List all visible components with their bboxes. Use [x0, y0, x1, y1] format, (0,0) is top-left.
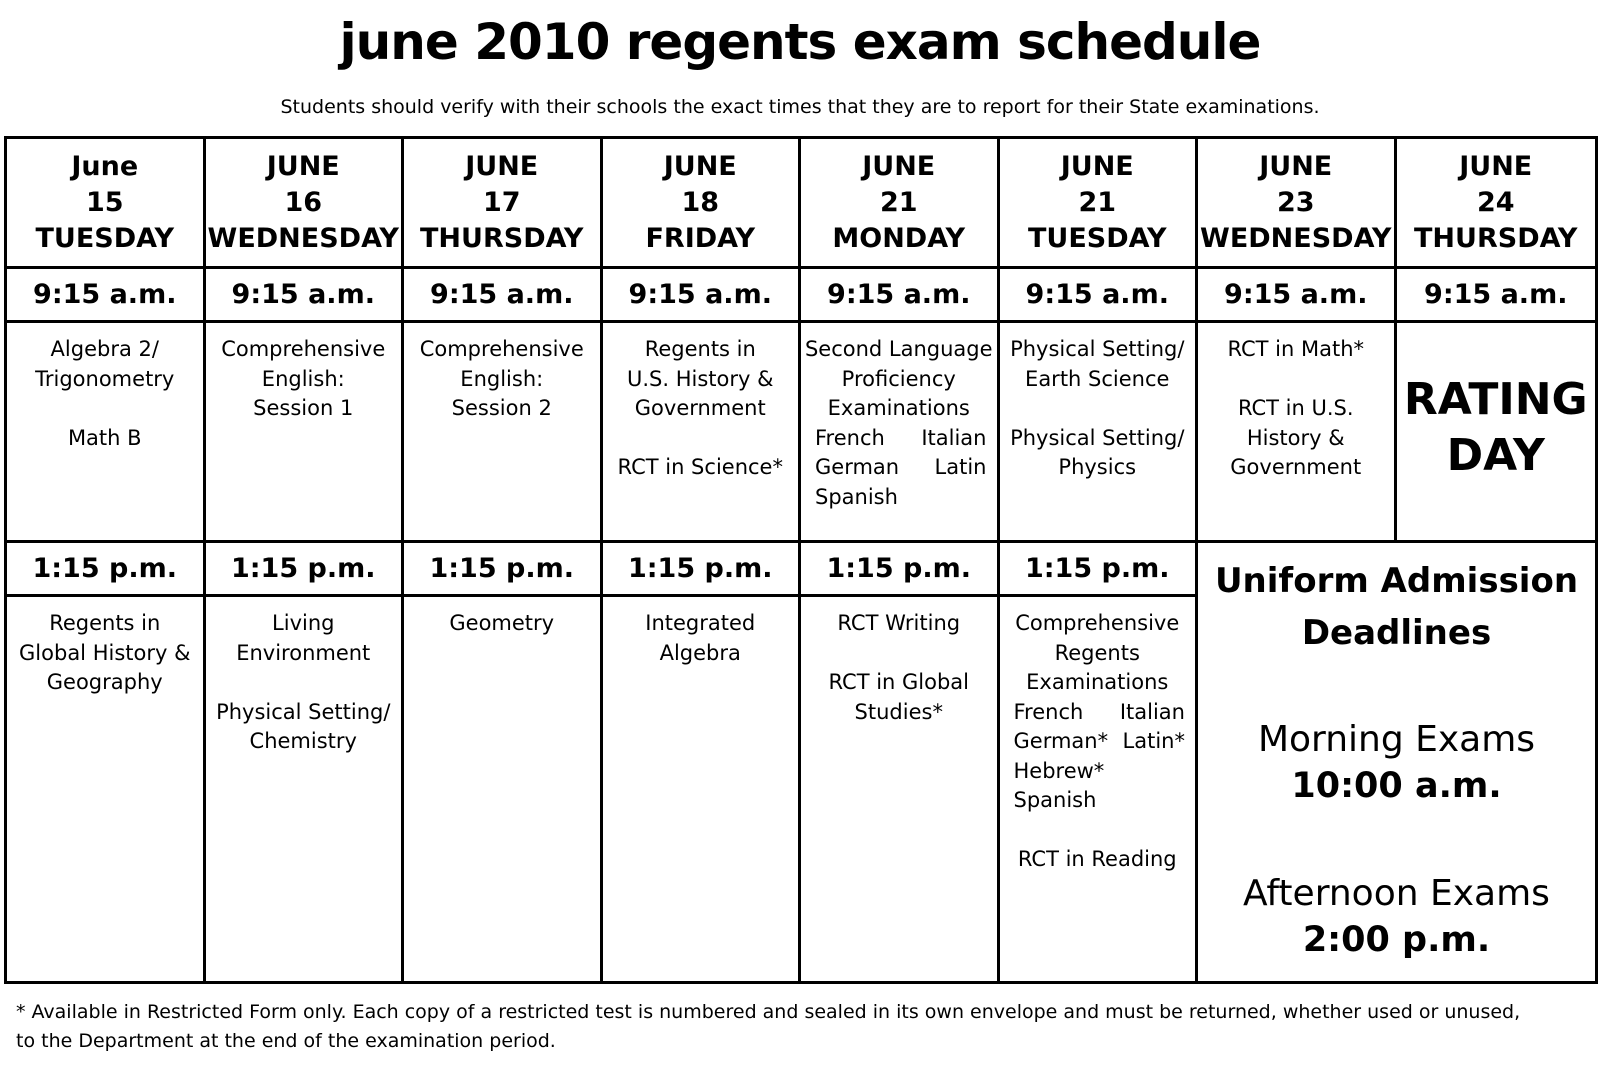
afternoon-exams — [206, 597, 405, 981]
exam-line: English: — [261, 366, 345, 391]
weekday: FRIDAY — [645, 222, 756, 254]
language-pair — [801, 483, 997, 513]
language-pair — [1000, 727, 1196, 757]
weekday: TUESDAY — [35, 222, 174, 254]
day-number: 18 — [681, 186, 720, 218]
afternoon-exams — [801, 597, 1000, 981]
month: JUNE — [862, 150, 936, 182]
morning-time: 9:15 a.m. — [7, 269, 206, 323]
language: French — [1013, 699, 1084, 724]
weekday: THURSDAY — [1414, 222, 1578, 254]
exam-line: Comprehensive — [419, 337, 584, 361]
day-number: 15 — [85, 186, 124, 218]
day-number: 21 — [879, 186, 918, 218]
exam-line: History & — [1246, 425, 1345, 450]
afternoon-time: 1:15 p.m. — [1000, 543, 1199, 597]
day-header — [206, 139, 405, 269]
weekday: WEDNESDAY — [1200, 222, 1392, 254]
exam-line — [206, 668, 402, 698]
morning-exams — [1000, 323, 1199, 543]
exam-line: Physical Setting/ — [216, 699, 391, 724]
exam-line: Regents in — [644, 337, 756, 361]
rating-day — [1397, 323, 1596, 543]
exam-line: U.S. History & — [627, 366, 774, 391]
morning-exams — [603, 323, 802, 543]
day-header — [404, 139, 603, 269]
exam-line: Chemistry — [249, 729, 357, 753]
exam-line: Geometry — [449, 611, 555, 635]
month: JUNE — [663, 150, 737, 182]
morning-exams — [206, 323, 405, 543]
month: June — [71, 150, 139, 182]
afternoon-time: 1:15 p.m. — [404, 543, 603, 597]
footnote-line: to the Department at the end of the examination period. — [16, 1030, 556, 1052]
exam-line: Physical Setting/ — [1010, 425, 1185, 450]
exam-line: Examinations — [1026, 670, 1169, 694]
exam-line: Integrated — [645, 611, 756, 635]
exam-line: Studies* — [854, 699, 943, 724]
deadlines-title: Uniform Admission — [1214, 561, 1579, 601]
language: Italian — [1119, 699, 1185, 724]
exam-line: RCT in Math* — [1227, 337, 1365, 361]
afternoon-exams — [603, 597, 802, 981]
language: Latin* — [1122, 729, 1185, 753]
afternoon-time: 1:15 p.m. — [206, 543, 405, 597]
day-header — [1198, 139, 1397, 269]
language-pair — [801, 424, 997, 454]
month: JUNE — [1459, 150, 1533, 182]
footnote-line: * Available in Restricted Form only. Each copy of a restricted test is numbered and sealed in its own envelope and must be returned, whether used or unused, — [16, 1001, 1521, 1023]
month: JUNE — [266, 150, 340, 182]
exam-line: RCT Writing — [837, 611, 961, 635]
exam-line: Algebra 2/ — [50, 337, 159, 361]
language: Latin — [934, 455, 987, 479]
exam-line: English: — [460, 366, 544, 391]
day-header — [1397, 139, 1596, 269]
page-title: june 2010 regents exam schedule — [339, 13, 1261, 71]
morning-time: 9:15 a.m. — [603, 269, 802, 323]
exam-line — [1198, 365, 1394, 395]
exam-line: Regents in — [49, 611, 161, 635]
uniform-admission-deadlines — [1198, 543, 1595, 981]
morning-time: 9:15 a.m. — [1397, 269, 1596, 323]
morning-exams — [404, 323, 603, 543]
day-number: 24 — [1476, 186, 1515, 218]
weekday: TUESDAY — [1027, 222, 1167, 254]
day-header — [801, 139, 1000, 269]
weekday: MONDAY — [832, 222, 966, 254]
rating-line: RATING — [1403, 373, 1588, 425]
language-pair — [801, 453, 997, 483]
morning-time: 9:15 a.m. — [1000, 269, 1199, 323]
morning-time: 9:15 a.m. — [801, 269, 1000, 323]
language: French — [815, 425, 885, 450]
exam-line: Algebra — [659, 640, 741, 665]
exam-line — [1000, 816, 1196, 846]
exam-line: Session 2 — [451, 396, 552, 420]
language: Italian — [921, 425, 987, 450]
morning-exams — [801, 323, 1000, 543]
exam-line — [1000, 394, 1196, 424]
exam-line: Trigonometry — [35, 366, 175, 391]
day-number: 21 — [1078, 186, 1117, 218]
exam-line: Earth Science — [1025, 366, 1170, 391]
afternoon-exams-label: Afternoon Exams — [1243, 873, 1550, 914]
exam-line: Math B — [67, 425, 142, 450]
language: German — [815, 455, 900, 479]
exam-line: RCT in Global — [828, 670, 970, 694]
exam-line: Session 1 — [253, 396, 354, 420]
afternoon-time: 1:15 p.m. — [603, 543, 802, 597]
afternoon-time: 1:15 p.m. — [7, 543, 206, 597]
exam-line: Second Language — [804, 337, 993, 361]
morning-exams — [7, 323, 206, 543]
month: JUNE — [465, 150, 539, 182]
afternoon-exams — [404, 597, 603, 981]
morning-time: 9:15 a.m. — [404, 269, 603, 323]
afternoon-exams — [1000, 597, 1199, 981]
exam-line: Examinations — [827, 396, 970, 420]
rating-line: DAY — [1446, 429, 1545, 481]
exam-line: Physics — [1058, 455, 1137, 479]
morning-exams-label: Morning Exams — [1257, 719, 1536, 760]
day-header — [603, 139, 802, 269]
exam-line: Physical Setting/ — [1010, 337, 1185, 361]
exam-line: RCT in Science* — [617, 455, 783, 479]
morning-time: 9:15 a.m. — [206, 269, 405, 323]
exam-line — [801, 639, 997, 669]
language: German* — [1013, 729, 1109, 753]
exam-line — [7, 394, 203, 424]
day-header — [1000, 139, 1199, 269]
day-number: 16 — [284, 186, 323, 218]
weekday: THURSDAY — [420, 222, 584, 254]
exam-line: Proficiency — [841, 366, 956, 391]
day-number: 23 — [1276, 186, 1315, 218]
exam-line: RCT in Reading — [1017, 847, 1177, 871]
exam-line: Geography — [46, 670, 163, 694]
morning-time: 9:15 a.m. — [1198, 269, 1397, 323]
language-pair — [1000, 698, 1196, 728]
exam-line: Global History & — [19, 640, 191, 665]
exam-line: Environment — [236, 640, 371, 665]
page-subtitle: Students should verify with their schools the exact times that they are to report for their State examinations. — [280, 96, 1320, 118]
day-header — [7, 139, 206, 269]
exam-line: Comprehensive — [221, 337, 386, 361]
exam-line: Regents — [1054, 640, 1140, 665]
morning-deadline: 10:00 a.m. — [1291, 766, 1502, 806]
schedule-table — [4, 136, 1598, 984]
language: Hebrew* — [1013, 758, 1105, 783]
exam-line: Comprehensive — [1015, 611, 1180, 635]
language: Spanish — [1013, 788, 1097, 812]
exam-line — [603, 424, 799, 454]
language-pair — [1000, 757, 1196, 787]
exam-line: Government — [634, 396, 766, 420]
morning-exams — [1198, 323, 1397, 543]
exam-line: Government — [1230, 455, 1362, 479]
month: JUNE — [1060, 150, 1134, 182]
deadlines-title: Deadlines — [1301, 613, 1492, 653]
afternoon-exams — [7, 597, 206, 981]
day-number: 17 — [482, 186, 521, 218]
language: Spanish — [815, 484, 898, 509]
weekday: WEDNESDAY — [207, 222, 399, 254]
language-pair — [1000, 786, 1196, 816]
month: JUNE — [1259, 150, 1333, 182]
afternoon-time: 1:15 p.m. — [801, 543, 1000, 597]
footnote — [16, 998, 1586, 1056]
exam-line: Living — [272, 611, 335, 635]
afternoon-deadline: 2:00 p.m. — [1302, 920, 1491, 960]
exam-line: RCT in U.S. — [1237, 396, 1354, 420]
